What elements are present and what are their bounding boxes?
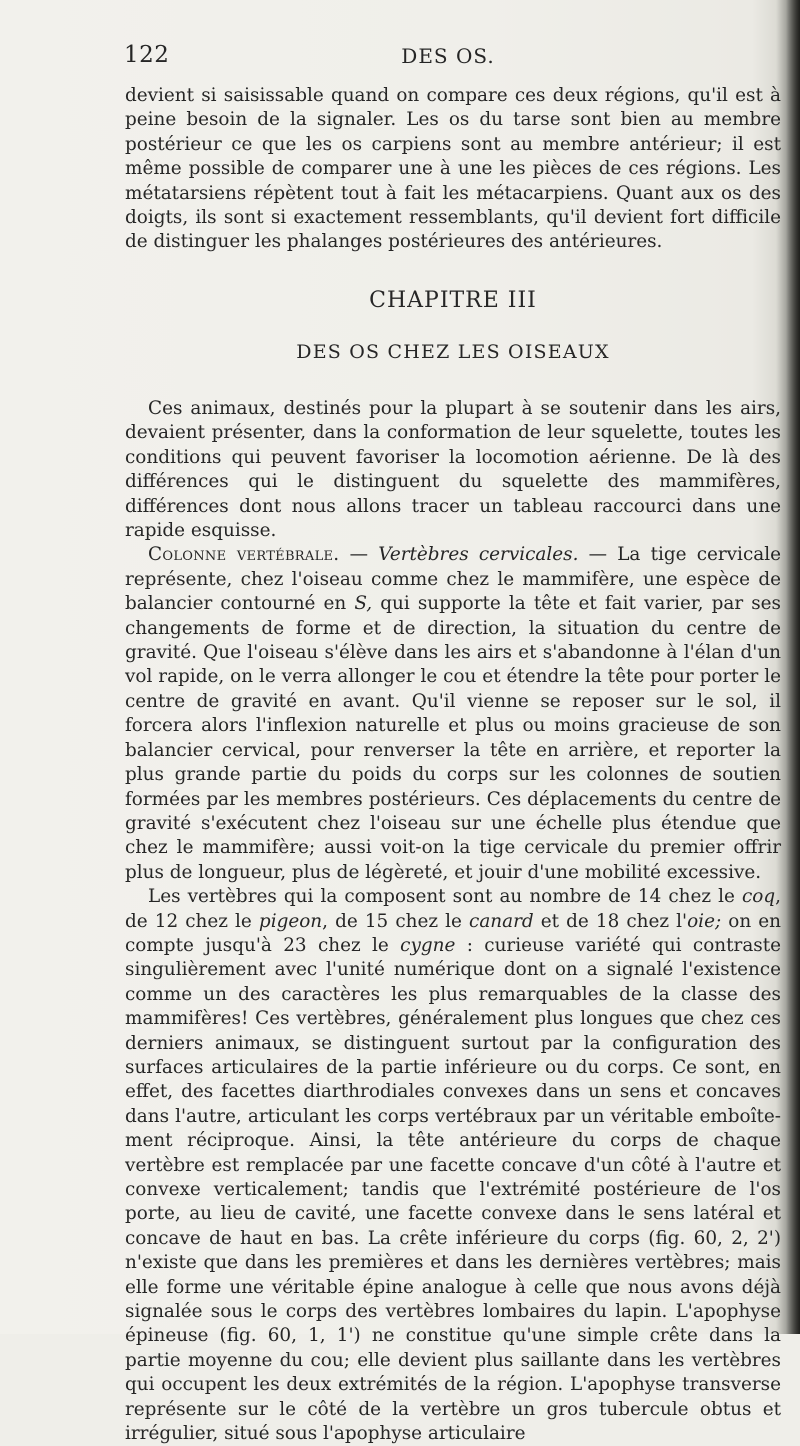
dash: — <box>339 544 379 566</box>
species-oie: oie; <box>687 910 722 932</box>
chapter-body <box>125 397 781 1446</box>
text-run: : curieuse variété qui contraste singulièrement avec l'unité numérique dont on a signalé l'existence comme un des caractères les plus remarquables de la classe des mammifères! Ces vertèbres, généralement plus longues que chez ces derniers animaux, se distinguent surtout par la configuration des surfaces articulaires de la partie inférieure ou du corps. Ce sont, en effet, des facettes diarthrodiales convexes dans un sens et concaves dans l'autre, articulant les corps vertébraux par un véritable emboîtement réciproque. Ainsi, la tête antérieure du corps de chaque vertèbre est remplacée par une facette concave d'un côté à l'autre et convexe verticalement; tandis que l'extrémité postérieure de l'os porte, au lieu de cavité, une facette convexe dans le sens latéral et concave de haut en bas. La crête inférieure du corps (fig. 60, 2, 2') n'existe que dans les premières et dans les dernières vertèbres; mais elle forme une véritable épine analogue à celle que nous avons déjà signalée sous le corps des vertèbres lombaires du lapin. L'apophyse épineuse (fig. 60, 1, 1') ne constitue qu'une simple crête dans la partie moyenne du cou; elle devient plus saillante dans les vertèbres qui occupent les deux extrémités de la région. L'apophyse transverse représente sur le côté de la vertèbre un gros tubercule obtus et irrégulier, situé sous l'apophyse articulaire <box>125 934 781 1445</box>
subsection-heading: Vertèbres cervicales. <box>378 544 579 566</box>
paragraph-vertebrae-count <box>125 885 781 1446</box>
page-number: 122 <box>124 42 170 68</box>
text-run: , de 15 chez le <box>322 910 470 932</box>
text-run: Les vertèbres qui la composent sont au nombre de 14 chez le <box>148 886 742 908</box>
species-coq: coq <box>741 886 776 908</box>
text-run: , de 12 chez le <box>125 886 781 932</box>
intro-text <box>125 84 781 255</box>
s-letter: S, <box>354 593 373 615</box>
text-run: et de 18 chez l' <box>533 910 688 932</box>
dash: — <box>578 544 618 566</box>
chapter-subtitle: DES OS CHEZ LES OISEAUX <box>296 341 610 363</box>
running-head: DES OS. <box>401 44 495 68</box>
paragraph-cervical-column <box>125 543 781 885</box>
species-canard: canard <box>469 910 534 932</box>
text-run: on en compte jusqu'à 23 chez le <box>125 910 781 956</box>
species-cygne: cygne <box>400 934 456 956</box>
page-edge-shadow <box>786 0 800 1334</box>
text-run: qui supporte la tête et fait varier, par ses changements de forme et de direction, la situation du centre de gravité. Que l'oiseau s'élève dans les airs et s'abandonne à l'élan d'un vol rapide, on le verra allonger le cou et étendre la tête pour porter le centre de gravité en avant. Qu'il vienne se reposer sur le sol, il forcera alors l'inflexion naturelle et plus ou moins gracieuse de son balancier cervical, pour renverser la tête en arrière, et reporter la plus grande partie du poids du corps sur les colonnes de soutien formées par les membres postérieurs. Ces déplacements du centre de gravité s'exécutent chez l'oiseau sur une échelle plus étendue que chez le mammifère; aussi voit-on la tige cervicale du premier offrir plus de longueur, plus de légèreté, et jouir d'une mobilité excessive. <box>125 593 781 883</box>
section-heading: Colonne vertébrale. <box>148 544 340 566</box>
intro-paragraph: devient si saisissable quand on compare ces deux régions, qu'il est à peine besoin de la signaler. Les os du tarse sont bien au membre postérieur ce que les os carpiens sont au membre antérieur; il est même possible de comparer une à une les pièces de ces régions. Les métatarsiens répètent tout à fait les métacarpiens. Quant aux os des doigts, ils sont si exactement ressemblants, qu'il devient fort difficile de distinguer les phalanges postérieures des antérieures. <box>125 85 781 253</box>
chapter-title: CHAPITRE III <box>369 288 537 313</box>
page-header <box>124 42 776 72</box>
text-run: La tige cervicale représente, chez l'oiseau comme chez le mammifère, une espèce de balancier contourné en <box>125 544 781 615</box>
species-pigeon: pigeon <box>258 910 323 932</box>
paragraph-locomotion: Ces animaux, destinés pour la plupart à se soutenir dans les airs, devaient présenter, dans la conformation de leur squelette, toutes les conditions qui peuvent favoriser la locomotion aérienne. De là des différences qui le distinguent du squelette des mammifères, différences dont nous allons tracer un tableau raccourci dans une rapide esquisse. <box>125 398 781 542</box>
